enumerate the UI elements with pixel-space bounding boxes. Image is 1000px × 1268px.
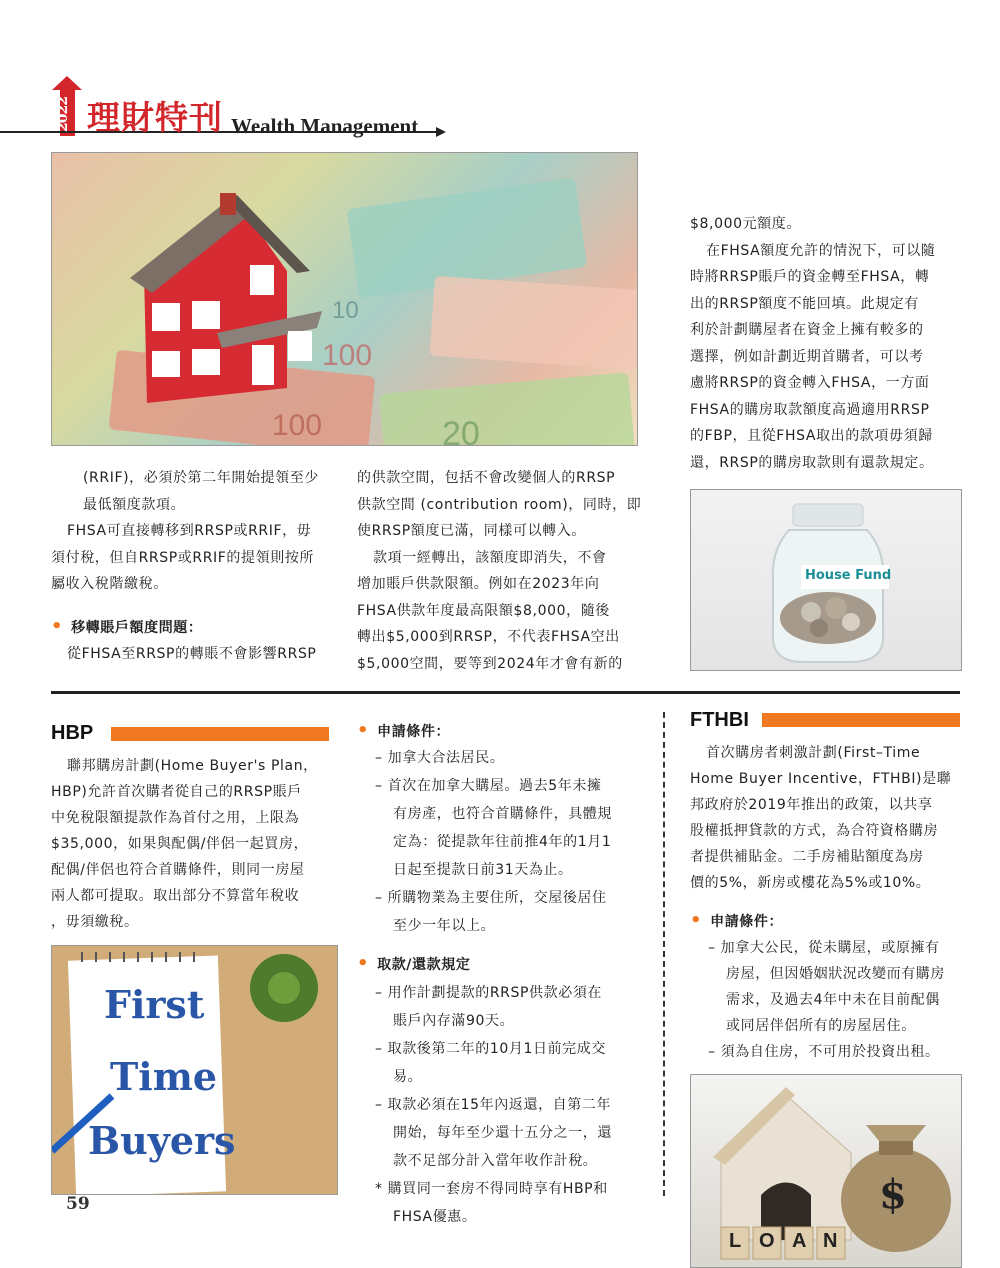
hbp-title: HBP [51, 722, 94, 744]
mid-rule-1: – 用作計劃提款的RRSP供款必須在 [375, 985, 603, 1001]
hbp-line-5: 配偶/伴侶也符合首購條件，則同一房屋 [51, 862, 305, 878]
bullet-icon [357, 724, 377, 740]
hbp-line-3: 中免稅限額提款作為首付之用，上限為 [51, 810, 300, 826]
fthbi-line-5: 者提供補貼金。二手房補貼額度為房 [690, 849, 924, 865]
col3-line-8: FHSA的購房取款額度高過適用RRSP [690, 401, 930, 418]
fthbi-cond-1: – 加拿大公民，從未購屋，或原擁有 [708, 940, 940, 956]
mid-cond-3: 有房產，也符合首購條件，具體規 [393, 806, 612, 822]
col2-line-4: 款項一經轉出，該額度即消失，不會 [373, 549, 607, 566]
col3-line-7: 慮將RRSP的資金轉入FHSA，一方面 [690, 375, 930, 391]
note-word-time: Time [110, 1054, 218, 1099]
fthbi-cond-4: 或同居伴侶所有的房屋居住。 [726, 1018, 916, 1034]
col2-line-8: $5,000空間，要等到2024年才會有新的 [357, 655, 623, 672]
fthbi-bullet-conditions: 申請條件： [710, 914, 784, 930]
house-illustration [52, 153, 637, 445]
mid-cond-4: 定為：從提款年往前推4年的1月1 [393, 834, 612, 850]
loan-block-l: L [729, 1230, 742, 1252]
hbp-conditions [357, 718, 642, 1230]
header-year: 2022 [55, 97, 71, 132]
col3-top-text [690, 211, 965, 476]
house-fund-jar-photo [690, 489, 962, 671]
fthbi-cond-3: 需求，及過去4年中未在目前配偶 [726, 992, 940, 1008]
hbp-title-bar [111, 727, 329, 741]
col1-line-3: FHSA可直接轉移到RRSP或RRIF，毋 [67, 523, 312, 539]
note-word-buyers: Buyers [88, 1118, 236, 1163]
col3-line-5: 利於計劃購屋者在資金上擁有較多的 [690, 322, 924, 338]
col1-line-5: 屬收入稅階繳稅。 [51, 576, 168, 592]
mid-rule-9: FHSA優惠。 [393, 1209, 477, 1225]
money-bag-dollar-icon: $ [879, 1171, 907, 1218]
mid-cond-6: – 所購物業為主要住所，交屋後居住 [375, 890, 607, 906]
fthbi-line-3: 邦政府於2019年推出的政策，以共享 [690, 797, 933, 813]
mid-rule-7: 款不足部分計入當年收作計稅。 [393, 1153, 598, 1169]
col2-line-7: 轉出$5,000到RRSP，不代表FHSA空出 [357, 629, 620, 645]
bullet-icon [51, 620, 71, 636]
col3-line-2: 在FHSA額度允許的情況下，可以隨 [706, 242, 936, 259]
col1-line-4: 須付稅，但自RRSP或RRIF的提領則按所 [51, 549, 315, 566]
header-title-en: Wealth Management [231, 114, 419, 138]
svg-text:100: 100 [322, 339, 373, 372]
house-money-photo [51, 152, 638, 446]
page-number: 59 [66, 1194, 90, 1214]
note-word-first: First [104, 982, 205, 1027]
col1-bullet-transfer: 移轉賬戶額度問題： [71, 619, 203, 636]
hbp-line-7: ，毋須繳稅。 [51, 914, 139, 930]
col2-line-5: 增加賬戶供款限額。例如在2023年向 [357, 576, 600, 592]
mid-rule-8: * 購買同一套房不得同時享有HBP和 [375, 1181, 608, 1197]
col3-line-6: 選擇，例如計劃近期首購者，可以考 [690, 348, 924, 365]
bullet-icon [357, 957, 377, 973]
mid-cond-5: 日起至提款日前31天為止。 [393, 862, 573, 878]
col3-line-1: $8,000元額度。 [690, 216, 801, 232]
svg-text:20: 20 [442, 415, 480, 445]
col2-line-2: 供款空間 (contribution room)，同時，即 [357, 496, 642, 513]
loan-block-o: O [759, 1230, 775, 1252]
fthbi-cond-2: 房屋，但因婚姻狀況改變而有購房 [726, 966, 945, 982]
fthbi-line-2: Home Buyer Incentive，FTHBI)是聯 [690, 771, 952, 787]
mid-cond-1: – 加拿大合法居民。 [375, 750, 505, 766]
col2-line-6: FHSA供款年度最高限額$8,000，隨後 [357, 602, 610, 619]
col1-line-2: 最低額度款項。 [83, 496, 186, 513]
loan-block-a: A [792, 1230, 807, 1252]
col1-top-text [51, 465, 336, 668]
fthbi-line-6: 價的5%，新房或樓花為5%或10%。 [690, 875, 931, 891]
bullet-icon [690, 914, 710, 930]
col2-line-3: 使RRSP額度已滿，同樣可以轉入。 [357, 523, 586, 539]
col1-line-1: (RRIF)，必須於第二年開始提領至少 [83, 470, 319, 486]
svg-text:10: 10 [332, 297, 359, 324]
jar-label: House Fund [805, 568, 892, 583]
hbp-line-2: HBP)允許首次購者從自己的RRSP賬戶 [51, 784, 302, 800]
mid-rule-2: 賬戶內存滿90天。 [393, 1013, 515, 1029]
fthbi-title-bar [762, 713, 960, 727]
col3-line-9: 的FBP，且從FHSA取出的款項毋須歸 [690, 428, 933, 444]
mid-rule-6: 開始，每年至少還十五分之一，還 [393, 1125, 612, 1141]
col2-top-text [357, 465, 642, 677]
mid-bullet-conditions: 申請條件： [377, 724, 451, 740]
mid-cond-7: 至少一年以上。 [393, 918, 496, 934]
header-title-cn: 理財特刊 [87, 98, 223, 137]
mid-rule-5: – 取款必須在15年內返還，自第二年 [375, 1097, 612, 1113]
mid-rule-3: – 取款後第二年的10月1日前完成交 [375, 1041, 606, 1057]
loan-photo [690, 1074, 962, 1268]
hbp-line-6: 兩人都可提取。取出部分不算當年稅收 [51, 888, 300, 904]
mid-rule-4: 易。 [393, 1069, 423, 1085]
svg-text:100: 100 [272, 409, 323, 442]
loan-block-n: N [823, 1230, 838, 1252]
fthbi-text [690, 740, 965, 1065]
section-divider [51, 691, 960, 694]
fthbi-cond-5: – 須為自住房，不可用於投資出租。 [708, 1044, 940, 1060]
first-time-buyers-photo [51, 945, 338, 1195]
col3-line-3: 時將RRSP賬戶的資金轉至FHSA，轉 [690, 269, 930, 285]
fthbi-line-4: 股權抵押貸款的方式，為合符資格購房 [690, 823, 939, 839]
mid-bullet-withdrawal: 取款/還款規定 [377, 957, 471, 973]
col1-after-bullet: 從FHSA至RRSP的轉賬不會影響RRSP [67, 646, 317, 662]
hbp-text [51, 753, 336, 935]
fthbi-line-1: 首次購房者刺激計劃(First–Time [706, 745, 921, 761]
column-separator [663, 712, 665, 1196]
col3-line-4: 出的RRSP額度不能回填。此規定有 [690, 295, 919, 312]
mid-cond-2: – 首次在加拿大購屋。過去5年未擁 [375, 778, 602, 794]
fthbi-title: FTHBI [690, 709, 749, 731]
hbp-line-1: 聯邦購房計劃(Home Buyer's Plan， [67, 758, 318, 774]
hbp-line-4: $35,000，如果與配偶/伴侶一起買房， [51, 836, 309, 852]
col2-line-1: 的供款空間，包括不會改變個人的RRSP [357, 470, 616, 486]
col3-line-10: 還，RRSP的購房取款則有還款規定。 [690, 454, 934, 471]
